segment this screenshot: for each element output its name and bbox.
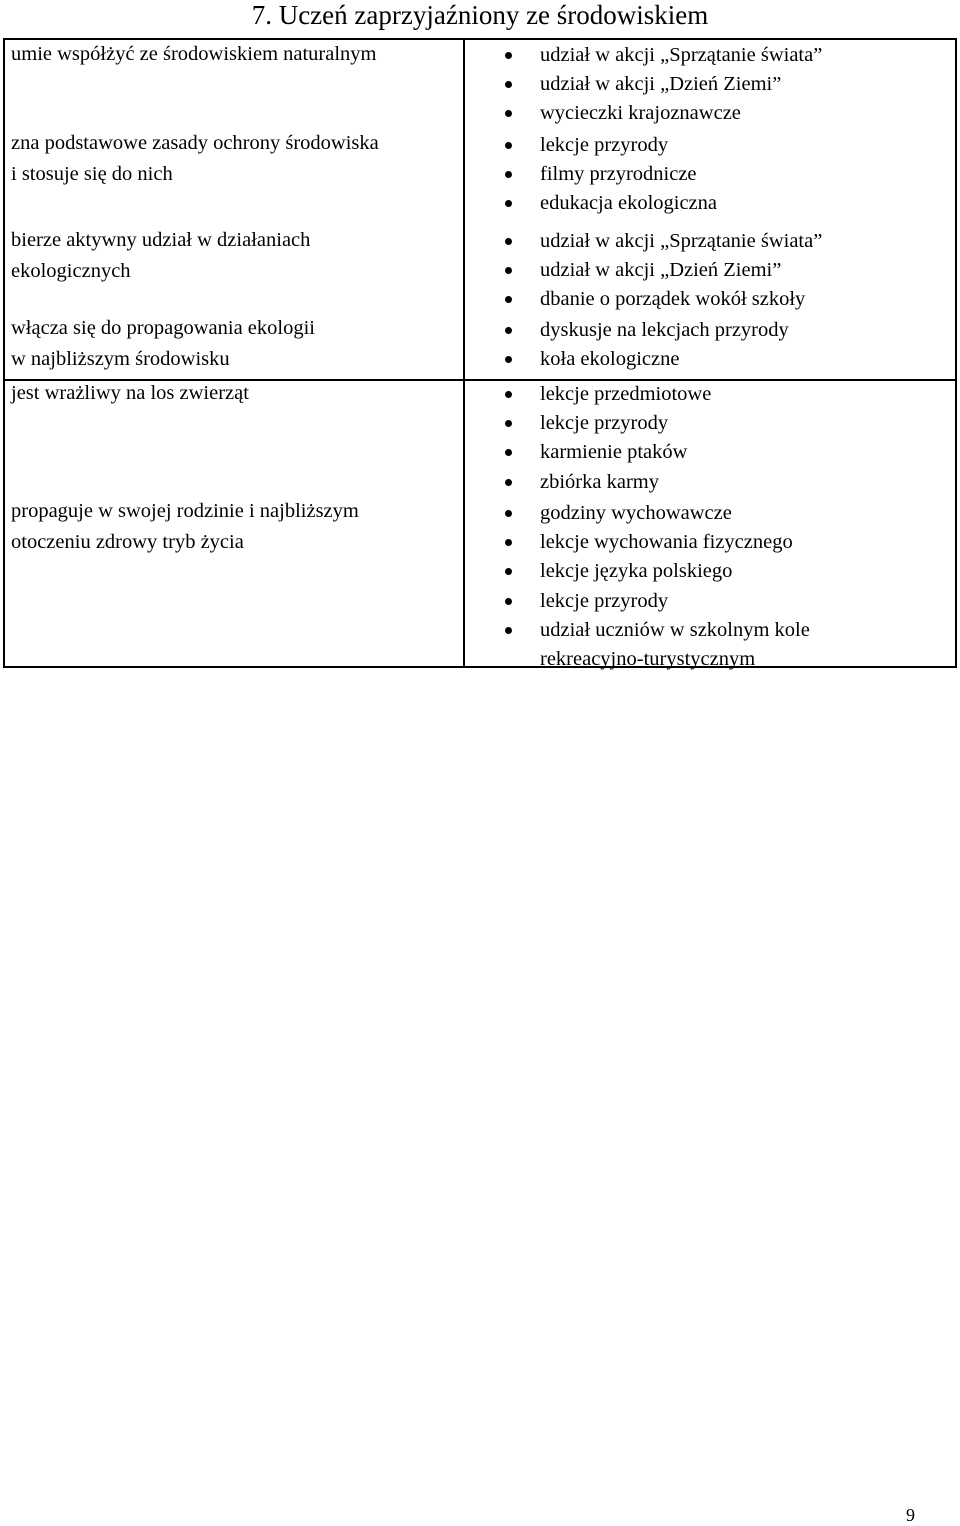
list-item: zbiórka karmy bbox=[503, 468, 711, 497]
section-title: 7. Uczeń zaprzyjaźniony ze środowiskiem bbox=[251, 0, 709, 30]
activities-list bbox=[503, 316, 789, 374]
column-divider bbox=[463, 40, 465, 666]
goals-table bbox=[3, 38, 957, 671]
activities-list bbox=[503, 380, 711, 497]
list-item: lekcje wychowania fizycznego bbox=[503, 528, 810, 557]
list-item: udział w akcji „Sprzątanie świata” bbox=[503, 227, 822, 256]
page-number: 9 bbox=[906, 1505, 915, 1525]
list-item: lekcje przyrody bbox=[503, 409, 711, 438]
list-item: edukacja ekologiczna bbox=[503, 189, 717, 218]
list-item: karmienie ptaków bbox=[503, 438, 711, 467]
goal-cell: propaguje w swojej rodzinie i najbliższym otoczeniu zdrowy tryb życia bbox=[11, 500, 359, 553]
goal-cell: umie współżyć ze środowiskiem naturalnym bbox=[11, 43, 377, 65]
list-item: lekcje języka polskiego bbox=[503, 557, 810, 586]
list-item: udział w akcji „Dzień Ziemi” bbox=[503, 256, 822, 285]
list-item-continuation: rekreacyjno-turystycznym bbox=[540, 648, 756, 671]
list-item: dbanie o porządek wokół szkoły bbox=[503, 285, 822, 314]
list-item: godziny wychowawcze bbox=[503, 499, 810, 528]
list-item: lekcje przyrody bbox=[503, 131, 717, 160]
goal-cell: bierze aktywny udział w działaniach ekologicznych bbox=[11, 229, 311, 282]
goal-cell: włącza się do propagowania ekologii w najbliższym środowisku bbox=[11, 317, 315, 370]
list-item: udział w akcji „Dzień Ziemi” bbox=[503, 70, 822, 99]
list-item: filmy przyrodnicze bbox=[503, 160, 717, 189]
list-item: lekcje przedmiotowe bbox=[503, 380, 711, 409]
goal-cell: zna podstawowe zasady ochrony środowiska i stosuje się do nich bbox=[11, 132, 379, 185]
list-item: lekcje przyrody bbox=[503, 587, 810, 616]
activities-list bbox=[503, 41, 822, 129]
list-item: wycieczki krajoznawcze bbox=[503, 99, 822, 128]
goal-cell: jest wrażliwy na los zwierząt bbox=[11, 382, 249, 404]
list-item: dyskusje na lekcjach przyrody bbox=[503, 316, 789, 345]
list-item: koła ekologiczne bbox=[503, 345, 789, 374]
activities-list bbox=[503, 227, 822, 315]
list-item: udział uczniów w szkolnym kole bbox=[503, 616, 810, 645]
activities-list bbox=[503, 131, 717, 219]
activities-list bbox=[503, 499, 810, 674]
list-item: udział w akcji „Sprzątanie świata” bbox=[503, 41, 822, 70]
